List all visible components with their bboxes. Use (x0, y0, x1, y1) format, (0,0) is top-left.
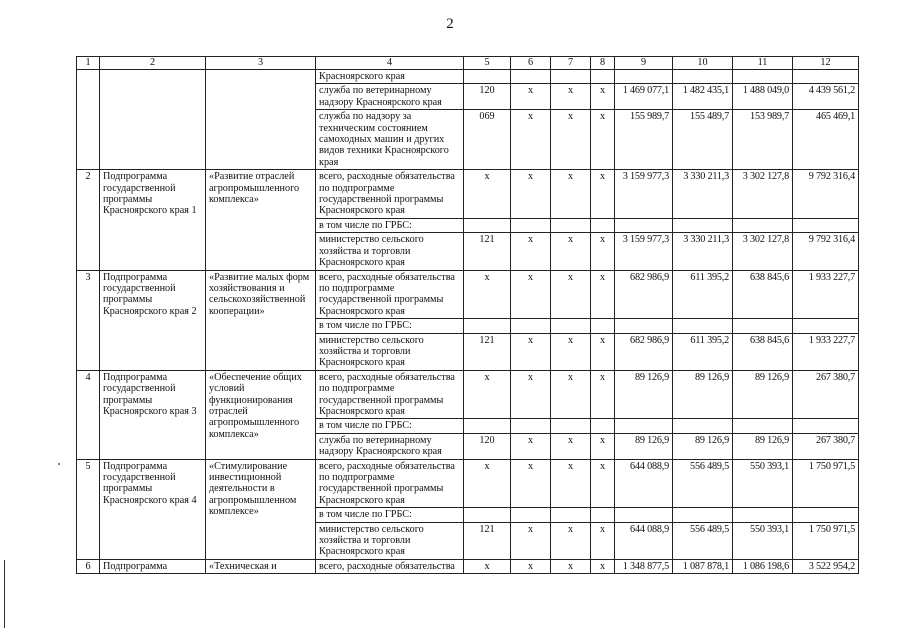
amount-year1-cell: 89 126,9 (615, 433, 673, 459)
grbs-cell: всего, расходные обязательства по подпрограмме государственной программы Красноярского края (316, 370, 464, 419)
column-header: 5 (464, 57, 511, 70)
rzpr-cell: x (511, 233, 551, 270)
vr-cell: x (591, 370, 615, 419)
table-row (77, 70, 859, 84)
csr-cell: x (551, 459, 591, 508)
grbs-subheader-cell: в том числе по ГРБС: (316, 319, 464, 333)
rzpr-cell: x (511, 333, 551, 370)
amount-year2-cell: 611 395,2 (673, 333, 733, 370)
amount-total-cell: 1 933 227,7 (793, 270, 859, 319)
grbs-cell: министерство сельского хозяйства и торговли Красноярского края (316, 522, 464, 559)
rzpr-cell: x (511, 522, 551, 559)
grbs-code-cell: x (464, 370, 511, 419)
program-level-cell: Подпрограмма (100, 559, 206, 573)
amount-year3-cell: 3 302 127,8 (733, 170, 793, 219)
program-level-cell: Подпрограмма государственной программы Красноярского края 1 (100, 170, 206, 270)
amount-total-cell: 9 792 316,4 (793, 170, 859, 219)
grbs-code-cell: x (464, 459, 511, 508)
amount-year3-cell: 3 302 127,8 (733, 233, 793, 270)
vr-cell: x (591, 170, 615, 219)
csr-cell: x (551, 559, 591, 573)
vr-cell: x (591, 459, 615, 508)
program-name-cell: «Развитие малых форм хозяйствования и сельскохозяйственной кооперации» (206, 270, 316, 370)
amount-year3-cell: 89 126,9 (733, 433, 793, 459)
csr-cell: x (551, 333, 591, 370)
column-header: 7 (551, 57, 591, 70)
amount-year2-cell: 89 126,9 (673, 370, 733, 419)
program-name-cell: «Развитие отраслей агропромышленного комплекса» (206, 170, 316, 270)
amount-year2-cell: 611 395,2 (673, 270, 733, 319)
rzpr-cell: x (511, 270, 551, 319)
table-row (77, 170, 859, 219)
column-header: 8 (591, 57, 615, 70)
table-row (77, 270, 859, 319)
amount-year1-cell: 644 088,9 (615, 522, 673, 559)
amount-year2-cell: 3 330 211,3 (673, 170, 733, 219)
rzpr-cell: x (511, 110, 551, 170)
page-number: 2 (446, 16, 454, 32)
vr-cell: x (591, 270, 615, 319)
program-level-cell: Подпрограмма государственной программы Красноярского края 4 (100, 459, 206, 559)
grbs-code-cell: 121 (464, 333, 511, 370)
column-header: 10 (673, 57, 733, 70)
grbs-cell: служба по ветеринарному надзору Красноярского края (316, 84, 464, 110)
amount-year1-cell: 1 469 077,1 (615, 84, 673, 110)
column-header: 4 (316, 57, 464, 70)
grbs-cell: министерство сельского хозяйства и торговли Красноярского края (316, 233, 464, 270)
grbs-cell: всего, расходные обязательства (316, 559, 464, 573)
csr-cell: x (551, 84, 591, 110)
amount-total-cell: 465 469,1 (793, 110, 859, 170)
amount-year3-cell: 550 393,1 (733, 522, 793, 559)
amount-year2-cell: 89 126,9 (673, 433, 733, 459)
vr-cell: x (591, 233, 615, 270)
vr-cell: x (591, 333, 615, 370)
row-number-cell: 2 (77, 170, 100, 270)
amount-total-cell: 3 522 954,2 (793, 559, 859, 573)
amount-total-cell: 1 933 227,7 (793, 333, 859, 370)
amount-year2-cell: 3 330 211,3 (673, 233, 733, 270)
csr-cell: x (551, 370, 591, 419)
scan-edge-line (4, 560, 5, 628)
grbs-subheader-cell: в том числе по ГРБС: (316, 508, 464, 522)
amount-total-cell: 9 792 316,4 (793, 233, 859, 270)
amount-year2-cell: 155 489,7 (673, 110, 733, 170)
csr-cell: x (551, 270, 591, 319)
grbs-cell: всего, расходные обязательства по подпрограмме государственной программы Красноярского края (316, 459, 464, 508)
amount-total-cell: 1 750 971,5 (793, 459, 859, 508)
grbs-cell: всего, расходные обязательства по подпрограмме государственной программы Красноярского края (316, 270, 464, 319)
budget-table (76, 56, 859, 574)
grbs-subheader-cell: в том числе по ГРБС: (316, 218, 464, 232)
column-header: 6 (511, 57, 551, 70)
vr-cell: x (591, 522, 615, 559)
column-header: 2 (100, 57, 206, 70)
amount-total-cell: 267 380,7 (793, 433, 859, 459)
csr-cell: x (551, 433, 591, 459)
amount-year3-cell: 638 845,6 (733, 270, 793, 319)
rzpr-cell: x (511, 459, 551, 508)
program-name-cell: «Обеспечение общих условий функционирования отраслей агропромышленного комплекса» (206, 370, 316, 459)
amount-year3-cell: 1 488 049,0 (733, 84, 793, 110)
amount-year1-cell: 89 126,9 (615, 370, 673, 419)
amount-year1-cell: 1 348 877,5 (615, 559, 673, 573)
grbs-code-cell: 120 (464, 84, 511, 110)
amount-year1-cell: 682 986,9 (615, 333, 673, 370)
row-number-cell: 5 (77, 459, 100, 559)
vr-cell: x (591, 433, 615, 459)
amount-year1-cell: 3 159 977,3 (615, 233, 673, 270)
amount-year2-cell: 1 087 878,1 (673, 559, 733, 573)
amount-year1-cell: 155 989,7 (615, 110, 673, 170)
grbs-cell: служба по надзору за техническим состоянием самоходных машин и других видов техники Красноярского края (316, 110, 464, 170)
rzpr-cell: x (511, 433, 551, 459)
csr-cell: x (551, 233, 591, 270)
program-level-cell (100, 70, 206, 170)
grbs-cell: Красноярского края (316, 70, 464, 84)
rzpr-cell: x (511, 170, 551, 219)
grbs-code-cell: 121 (464, 522, 511, 559)
grbs-code-cell: x (464, 170, 511, 219)
amount-year1-cell: 3 159 977,3 (615, 170, 673, 219)
grbs-cell: министерство сельского хозяйства и торговли Красноярского края (316, 333, 464, 370)
grbs-cell: всего, расходные обязательства по подпрограмме государственной программы Красноярского края (316, 170, 464, 219)
column-header: 9 (615, 57, 673, 70)
amount-year2-cell: 556 489,5 (673, 522, 733, 559)
program-name-cell (206, 70, 316, 170)
header-row (77, 57, 859, 70)
csr-cell: x (551, 110, 591, 170)
grbs-code-cell: 069 (464, 110, 511, 170)
grbs-code-cell: 121 (464, 233, 511, 270)
program-name-cell: «Стимулирование инвестиционной деятельности в агропромышленном комплексе» (206, 459, 316, 559)
amount-year3-cell: 1 086 198,6 (733, 559, 793, 573)
scan-dot (58, 463, 60, 465)
amount-year3-cell: 638 845,6 (733, 333, 793, 370)
amount-year2-cell: 556 489,5 (673, 459, 733, 508)
rzpr-cell: x (511, 370, 551, 419)
column-header: 1 (77, 57, 100, 70)
program-level-cell: Подпрограмма государственной программы Красноярского края 3 (100, 370, 206, 459)
rzpr-cell: x (511, 559, 551, 573)
row-number-cell (77, 70, 100, 170)
amount-year1-cell: 682 986,9 (615, 270, 673, 319)
row-number-cell: 6 (77, 559, 100, 573)
table-row (77, 370, 859, 419)
program-name-cell: «Техническая и (206, 559, 316, 573)
row-number-cell: 3 (77, 270, 100, 370)
grbs-code-cell: x (464, 559, 511, 573)
amount-total-cell: 267 380,7 (793, 370, 859, 419)
amount-year1-cell: 644 088,9 (615, 459, 673, 508)
csr-cell: x (551, 522, 591, 559)
rzpr-cell: x (511, 84, 551, 110)
grbs-subheader-cell: в том числе по ГРБС: (316, 419, 464, 433)
column-header: 3 (206, 57, 316, 70)
amount-total-cell: 4 439 561,2 (793, 84, 859, 110)
grbs-code-cell: x (464, 270, 511, 319)
amount-year2-cell: 1 482 435,1 (673, 84, 733, 110)
table-row (77, 559, 859, 573)
amount-total-cell: 1 750 971,5 (793, 522, 859, 559)
amount-year3-cell: 153 989,7 (733, 110, 793, 170)
vr-cell: x (591, 84, 615, 110)
column-header: 11 (733, 57, 793, 70)
program-level-cell: Подпрограмма государственной программы Красноярского края 2 (100, 270, 206, 370)
grbs-code-cell: 120 (464, 433, 511, 459)
grbs-cell: служба по ветеринарному надзору Красноярского края (316, 433, 464, 459)
amount-year3-cell: 89 126,9 (733, 370, 793, 419)
amount-year3-cell: 550 393,1 (733, 459, 793, 508)
column-header: 12 (793, 57, 859, 70)
vr-cell: x (591, 110, 615, 170)
vr-cell: x (591, 559, 615, 573)
row-number-cell: 4 (77, 370, 100, 459)
table-row (77, 459, 859, 508)
csr-cell: x (551, 170, 591, 219)
